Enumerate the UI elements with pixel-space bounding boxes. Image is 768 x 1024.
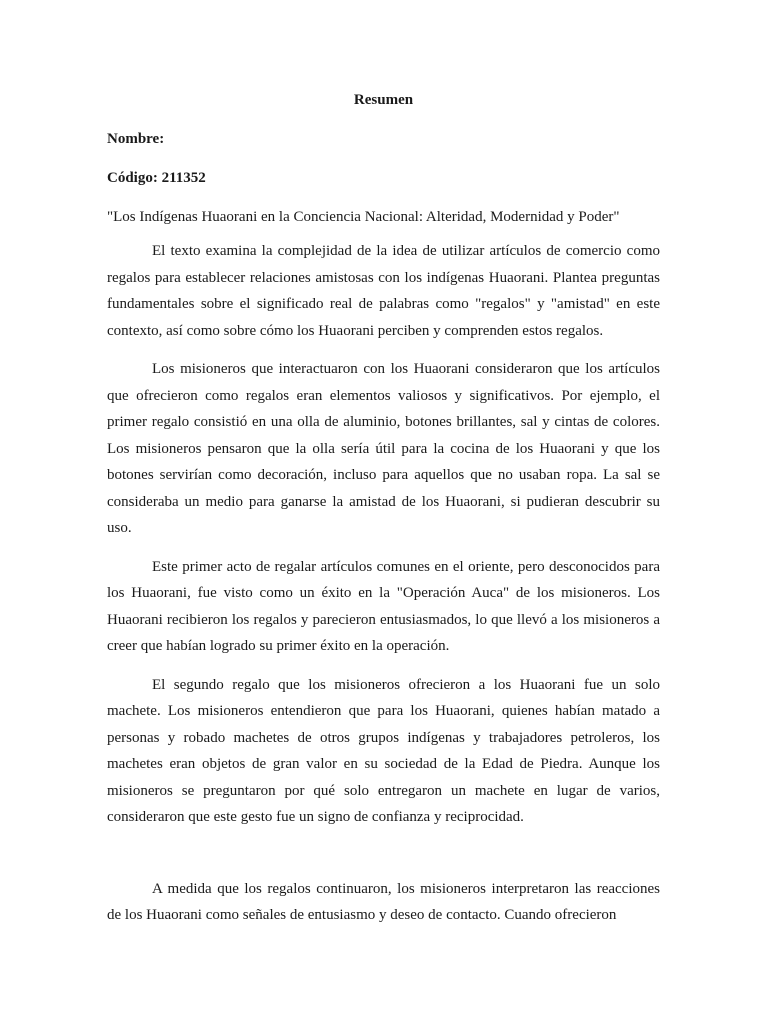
paragraph: El segundo regalo que los misioneros ofrecieron a los Huaorani fue un solo machete. Los misioneros entendieron que para los Huaorani, quienes habían matado a personas y robado machetes de otros grupos indígenas y trabajadores petroleros, los machetes eran objetos de gran valor en su sociedad de la Edad de Piedra. Aunque los misioneros se preguntaron por qué solo entregaron un machete en lugar de varios, consideraron que este gesto fue un signo de confianza y reciprocidad. [107,676,660,825]
name-field: Nombre: [107,131,165,147]
document-page [107,88,660,941]
work-title: "Los Indígenas Huaorani en la Conciencia Nacional: Alteridad, Modernidad y Poder" [107,209,620,225]
paragraph: Este primer acto de regalar artículos comunes en el oriente, pero desconocidos para los Huaorani, fue visto como un éxito en la "Operación Auca" de los misioneros. Los Huaorani recibieron los regalos y parecieron entusiasmados, lo que llevó a los misioneros a creer que habían logrado su primer éxito en la operación. [107,558,660,654]
paragraph: A medida que los regalos continuaron, los misioneros interpretaron las reacciones de los Huaorani como señales de entusiasmo y deseo de contacto. Cuando ofrecieron [107,880,660,923]
code-field: Código: 211352 [107,170,206,186]
paragraph: El texto examina la complejidad de la idea de utilizar artículos de comercio como regalos para establecer relaciones amistosas con los indígenas Huaorani. Plantea preguntas fundamentales sobre el significado real de palabras como "regalos" y "amistad" en este contexto, así como sobre cómo los Huaorani perciben y comprenden estos regalos. [107,243,660,339]
document-title: Resumen [353,92,414,108]
paragraph: Los misioneros que interactuaron con los Huaorani consideraron que los artículos que ofrecieron como regalos eran elementos valiosos y significativos. Por ejemplo, el primer regalo consistió en una olla de aluminio, botones brillantes, sal y cintas de colores. Los misioneros pensaron que la olla sería útil para la cocina de los Huaorani y que los botones servirían como decoración, incluso para aquellos que no usaban ropa. La sal se consideraba un medio para ganarse la amistad de los Huaorani, si pudieran descubrir su uso. [107,361,660,536]
